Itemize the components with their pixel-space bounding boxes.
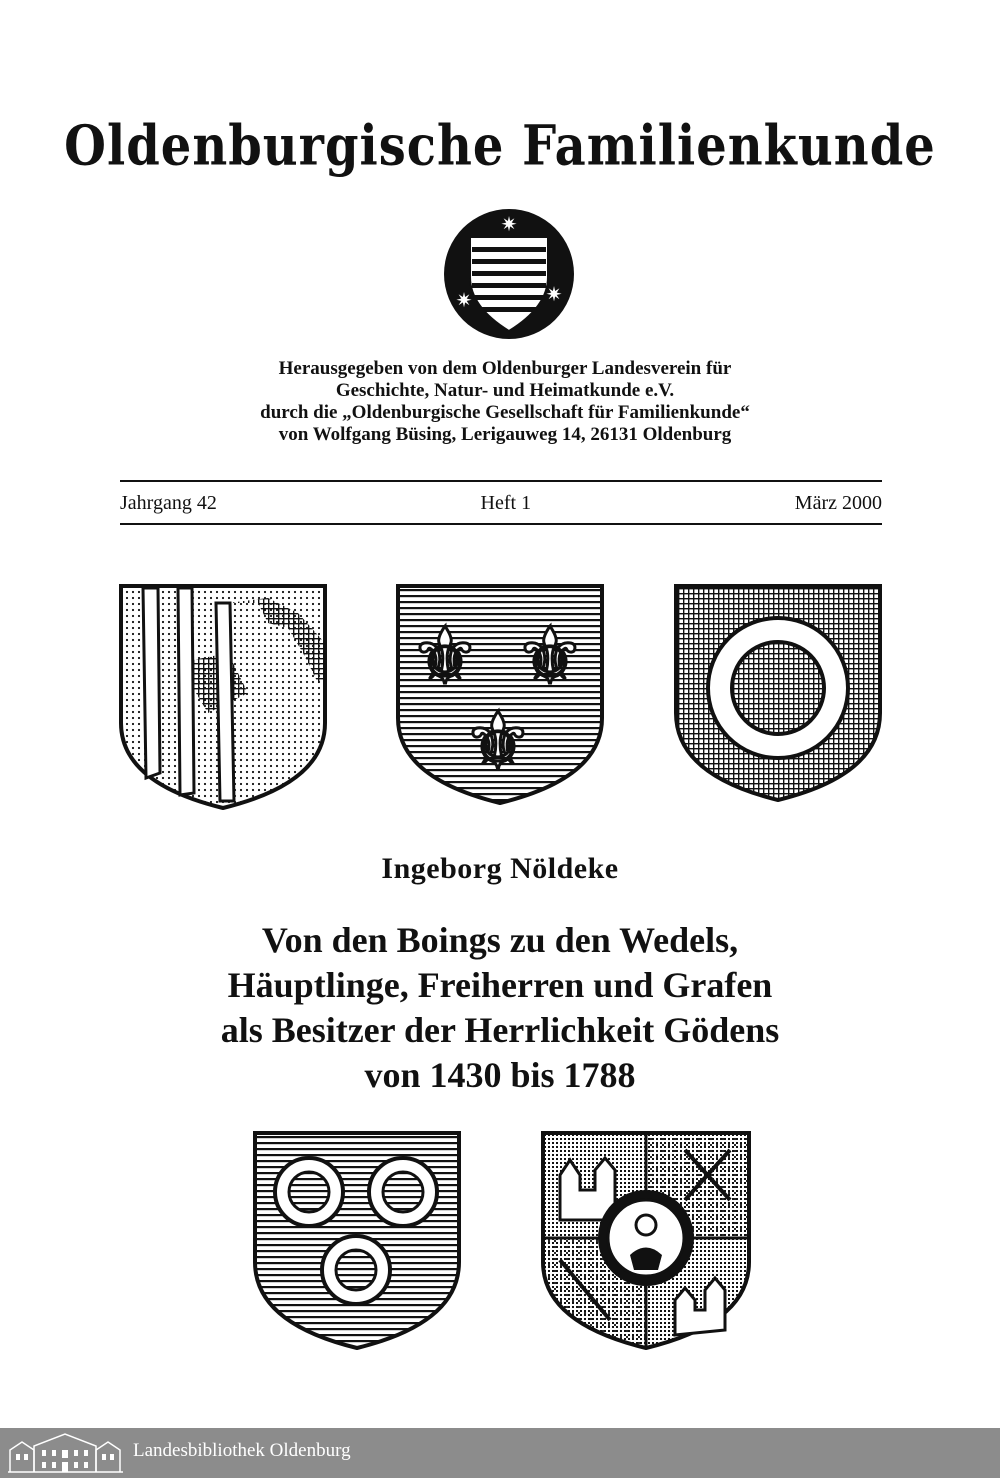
coat-of-arms-ring (673, 583, 883, 803)
title-line: als Besitzer der Herrlichkeit Gödens (220, 1010, 780, 1050)
title-line: Häuptlinge, Freiherren und Grafen (227, 965, 773, 1005)
article-author: Ingeborg Nöldeke (381, 852, 619, 885)
svg-text:⚜: ⚜ (463, 697, 533, 787)
library-building-icon (8, 1432, 123, 1474)
society-emblem (442, 207, 576, 341)
publisher-info (150, 358, 860, 446)
publisher-line: Geschichte, Natur- und Heimatkunde e.V. (335, 380, 675, 401)
issue-date: März 2000 (794, 491, 882, 514)
svg-text:✷: ✷ (545, 282, 563, 306)
library-name: Landesbibliothek Oldenburg (133, 1440, 351, 1461)
svg-text:✷: ✷ (500, 212, 518, 236)
coat-of-arms-fleur-de-lis (395, 583, 605, 807)
volume-label: Jahrgang 42 (120, 491, 217, 514)
publisher-line: durch die „Oldenburgische Gesellschaft für Familienkunde“ (260, 402, 750, 423)
issue-info-row (120, 490, 882, 516)
coat-of-arms-trees (118, 583, 328, 811)
article-title (100, 918, 900, 1098)
title-line: von 1430 bis 1788 (364, 1055, 636, 1095)
bottom-rule (120, 523, 882, 525)
svg-text:⚜: ⚜ (515, 612, 585, 702)
publisher-line: von Wolfgang Büsing, Lerigauweg 14, 26131 Oldenburg (278, 424, 732, 445)
coat-of-arms-quartered (540, 1130, 752, 1352)
svg-text:⚜: ⚜ (410, 612, 480, 702)
title-line: Von den Boings zu den Wedels, (261, 920, 739, 960)
coat-of-arms-three-rings (252, 1130, 462, 1352)
journal-masthead: Oldenburgische Familienkunde (64, 113, 936, 179)
publisher-line: Herausgegeben von dem Oldenburger Landesverein für (278, 358, 732, 379)
issue-number: Heft 1 (480, 491, 532, 514)
top-rule (120, 480, 882, 482)
svg-text:✷: ✷ (455, 288, 473, 312)
